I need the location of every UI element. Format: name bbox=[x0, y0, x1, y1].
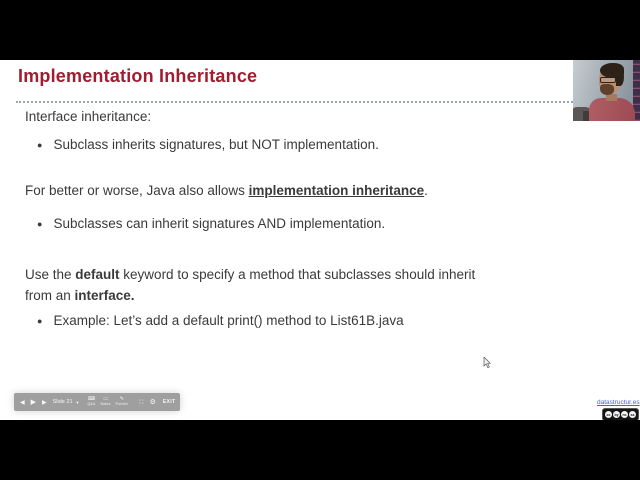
para3-line2-pre: from an bbox=[25, 288, 75, 303]
next-slide-button[interactable]: ▶ bbox=[42, 399, 47, 406]
para2-emphasis: implementation inheritance bbox=[248, 183, 425, 198]
fullscreen-button[interactable]: ∷ bbox=[139, 399, 144, 406]
exit-button[interactable]: EXIT bbox=[162, 399, 176, 405]
chevron-down-icon[interactable]: ▼ bbox=[75, 399, 80, 405]
presenter-neck bbox=[606, 94, 617, 101]
non-commercial-icon: nc bbox=[622, 412, 627, 417]
presenter-beard bbox=[600, 84, 614, 95]
share-alike-icon: sa bbox=[630, 412, 635, 417]
cc-icon: cc bbox=[606, 412, 611, 417]
presenter-webcam bbox=[573, 60, 640, 121]
notes-button[interactable] bbox=[101, 397, 111, 407]
presentation-toolbar bbox=[14, 393, 180, 411]
para3-mid: keyword to specify a method that subclasses should inherit bbox=[119, 267, 476, 282]
bullet-icon: ● bbox=[37, 219, 43, 229]
para-implementation-inheritance bbox=[25, 183, 428, 199]
qa-icon: ⌨ bbox=[87, 396, 96, 403]
list-item bbox=[37, 216, 385, 232]
title-dotted-divider bbox=[16, 101, 573, 103]
bottom-letterbox bbox=[0, 420, 640, 480]
intro-line: Interface inheritance: bbox=[25, 109, 152, 124]
para3-pre: Use the bbox=[25, 267, 76, 282]
slide-canvas bbox=[0, 60, 640, 420]
para2-pre: For better or worse, Java also allows bbox=[25, 183, 249, 198]
pointer-label: Pointer bbox=[115, 402, 129, 407]
previous-slide-button[interactable]: ◀ bbox=[20, 399, 25, 406]
presenter-hair bbox=[616, 68, 624, 86]
play-button[interactable]: ▶ bbox=[30, 399, 37, 406]
para3-bold-default: default bbox=[75, 267, 120, 282]
bullet-icon: ● bbox=[37, 316, 43, 326]
attribution-icon: by bbox=[614, 412, 619, 417]
pointer-button[interactable] bbox=[116, 397, 129, 407]
qa-label: Q&A bbox=[87, 402, 96, 407]
mouse-cursor-icon bbox=[483, 357, 492, 368]
datastructur-es-link[interactable]: datastructur.es bbox=[597, 399, 640, 406]
list-item bbox=[37, 137, 379, 153]
settings-gear-button[interactable]: ⚙ bbox=[149, 399, 156, 406]
notes-label: Notes bbox=[100, 402, 111, 407]
page-title: Implementation Inheritance bbox=[18, 66, 258, 86]
notes-icon: ▭ bbox=[103, 396, 108, 403]
bullet-icon: ● bbox=[37, 140, 43, 150]
pointer-icon: ✎ bbox=[119, 396, 124, 403]
top-letterbox bbox=[0, 0, 640, 60]
bullet-text: Subclasses can inherit signatures AND implementation. bbox=[53, 216, 386, 231]
presenter-glasses bbox=[600, 77, 616, 83]
qa-button[interactable] bbox=[88, 397, 96, 407]
bullet-text: Example: Let’s add a default print() method to List61B.java bbox=[53, 313, 404, 328]
bullet-text: Subclass inherits signatures, but NOT implementation. bbox=[53, 137, 379, 152]
list-item bbox=[37, 313, 404, 329]
presenter-shirt bbox=[589, 98, 635, 121]
para-default-keyword bbox=[25, 264, 590, 306]
para2-post: . bbox=[424, 183, 428, 198]
para3-bold-interface: interface. bbox=[74, 288, 135, 303]
slide-number-dropdown[interactable]: Slide 21 bbox=[52, 399, 73, 405]
